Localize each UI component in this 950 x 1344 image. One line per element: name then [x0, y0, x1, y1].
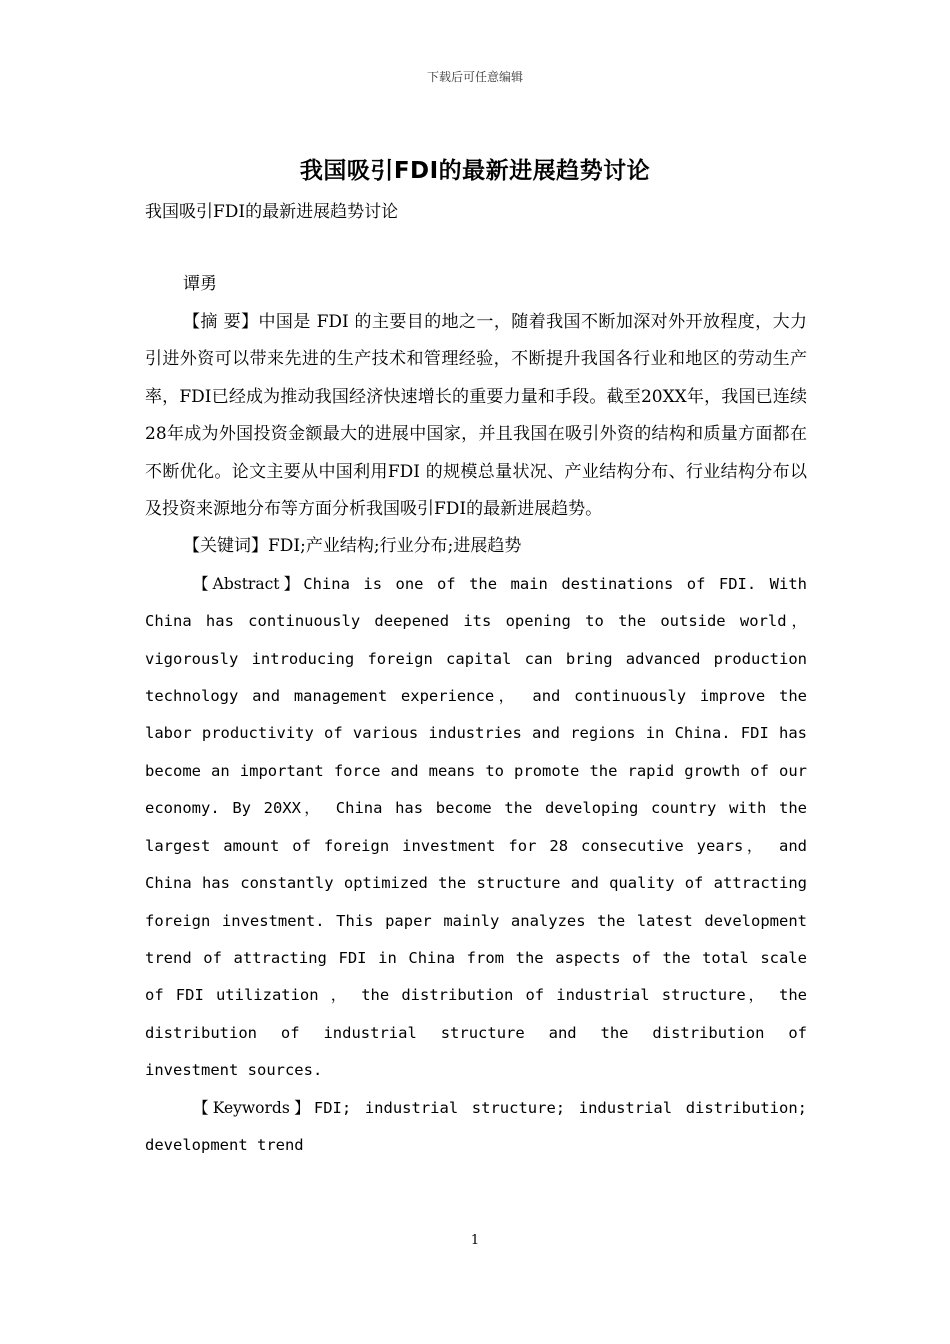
chinese-abstract-label: 【摘 要】 [183, 312, 259, 332]
document-subtitle: 我国吸引FDI的最新进展趋势讨论 [145, 202, 399, 222]
english-abstract-text: China is one of the main destinations of FDI. With China has continuously deepened its opening to the outside world， vigorously introducing foreign capital can bring advanced production technology and management experience， and continuously improve the labor productivity of various industries and regions in China. FDI has become an important force and means to promote the rapid growth of our economy. By 20XX， China has become the developing country with the largest amount of foreign investment for 28 consecutive years， and China has constantly optimized the structure and quality of attracting foreign investment. This paper mainly analyzes the latest development trend of attracting FDI in China from the aspects of the total scale of FDI utilization ， the distribution of industrial structure， the distribution of industrial structure and the distribution of investment sources. [145, 574, 807, 1080]
author-name: 谭勇 [183, 274, 217, 294]
english-abstract-label: 【Abstract】 [193, 574, 304, 593]
english-keywords-text: FDI; industrial structure; industrial distribution; development trend [145, 1098, 808, 1154]
document-body [145, 198, 807, 1164]
document-title: 我国吸引FDI的最新进展趋势讨论 [299, 158, 651, 184]
chinese-keywords-text: FDI;产业结构;行业分布;进展趋势 [268, 536, 522, 557]
chinese-abstract-text: 中国是 FDI 的主要目的地之一，随着我国不断加深对外开放程度，大力引进外资可以带来先进的生产技术和管理经验，不断提升我国各行业和地区的劳动生产率，FDI已经成为推动我国经济快速增长的重要力量和手段。截至20XX年，我国已连续28年成为外国投资金额最大的进展中国家，并且我国在吸引外资的结构和质量方面都在不断优化。论文主要从中国利用FDI 的规模总量状况、产业结构分布、行业结构分布以及投资来源地分布等方面分析我国吸引FDI的最新进展趋势。 [145, 312, 807, 520]
chinese-keywords [145, 528, 807, 565]
english-abstract [145, 566, 807, 1090]
chinese-abstract [145, 304, 807, 528]
english-keywords [145, 1090, 807, 1165]
chinese-keywords-label: 【关键词】 [183, 536, 268, 557]
page-header-note: 下载后可任意编辑 [426, 70, 523, 84]
english-keywords-label: 【Keywords】 [193, 1098, 314, 1117]
page-number: 1 [470, 1233, 480, 1248]
